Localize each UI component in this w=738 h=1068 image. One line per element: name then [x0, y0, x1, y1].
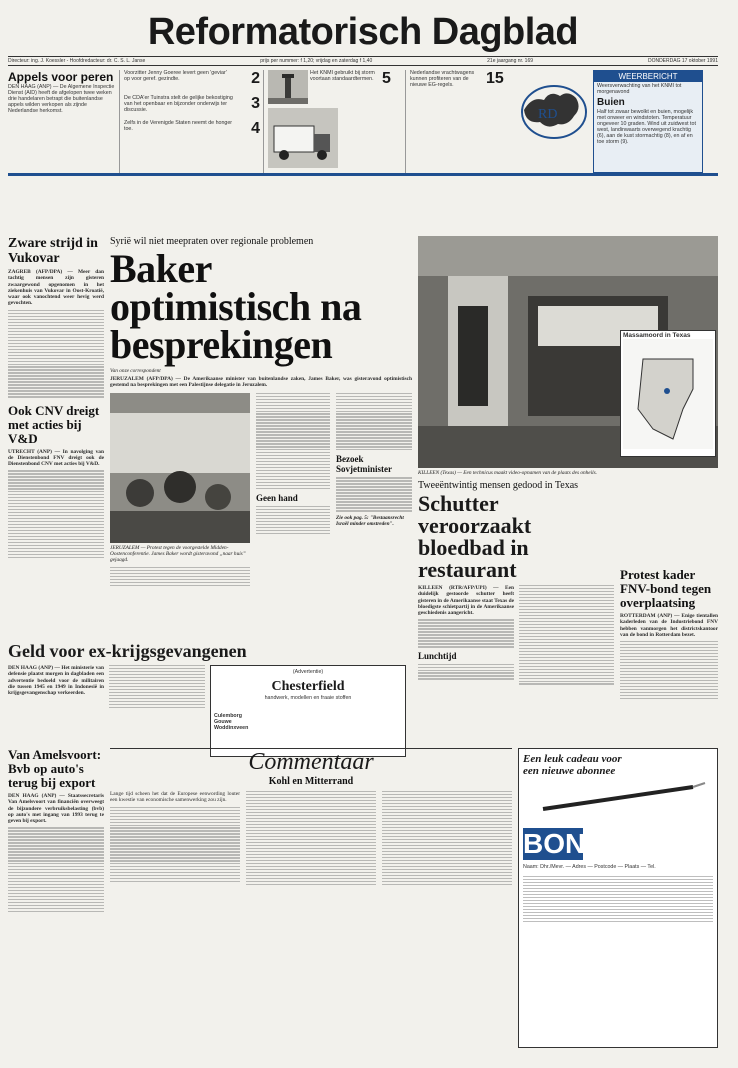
photo-tower: [268, 70, 308, 104]
main-body-col2b: [256, 506, 330, 534]
commentaar-section: [110, 748, 512, 885]
teaser-appels[interactable]: [8, 70, 120, 173]
teaser-text: Voorzitter Jenny Goeree levert geen 'geviar' op voor geref. gezindte.: [124, 70, 227, 82]
dateline: [8, 56, 718, 66]
body-cnv: [8, 470, 104, 558]
advertisement-chesterfield[interactable]: [210, 665, 406, 757]
body-vukovar: [8, 310, 104, 398]
date-line: DONDERDAG 17 oktober 1991: [647, 58, 718, 64]
main-headline[interactable]: Baker optimistisch na besprekingen: [110, 246, 362, 367]
left-column: [8, 236, 104, 558]
teaser-text: Nederlandse vrachtwagens kunnen profiteren van de nieuwe EG-regels.: [410, 70, 475, 88]
amelsvoort-body: [8, 827, 104, 912]
geld-story: [8, 640, 412, 757]
photo-truck: [268, 108, 338, 168]
main-lead: JERUZALEM (AFP/DPA) — De Amerikaanse minister van buitenlandse zaken, James Baker, was gisteravond optimistisch gestemd na besprekingen met een Palestijnse delegatie in Jeruzalem.: [110, 376, 412, 389]
ad-label: (Advertentie): [292, 669, 324, 675]
photo-protest-caption: JERUZALEM — Protest tegen de voorgestelde Midden-Oostenconferentie. James Baker wordt gisteravond „naar huis” gejaagd.: [110, 544, 246, 563]
main-body-col3b: [336, 477, 412, 511]
bon-form-lines[interactable]: [523, 876, 713, 922]
texas-overline: Tweeëntwintig mensen gedood in Texas: [418, 480, 579, 491]
texas-body-col2: [519, 585, 614, 685]
pen-illustration: [523, 779, 713, 819]
commentaar-body-col1: [110, 807, 240, 883]
map-texas: [620, 330, 716, 457]
teaser-trucks[interactable]: [410, 70, 510, 173]
page-number: 4: [251, 120, 260, 137]
lead-cnv: UTRECHT (ANP) — In navolging van de Dienstenbond FNV dreigt ook de Dienstenbond CNV met acties bij V&D.: [8, 448, 104, 468]
headline-vukovar[interactable]: Zware strijd in Vukovar: [8, 236, 98, 266]
main-subhead-sovjet: Bezoek Sovjetminister: [336, 454, 392, 475]
svg-text:RD: RD: [538, 107, 558, 122]
ad-shop-2: Gouwe: [214, 719, 232, 725]
weather-heading: WEERBERICHT: [594, 71, 702, 82]
page-number: 15: [486, 70, 504, 87]
texas-body-col1b: [418, 664, 514, 680]
main-body-col3: [336, 393, 412, 451]
teaser-bar: [8, 70, 718, 176]
teaser-appels-title: Appels voor peren: [8, 70, 114, 84]
bon-label: BON: [523, 828, 586, 859]
teaser-appels-text: DEN HAAG (ANP) — De Algemene Inspectie Dienst (AID) heeft de afgelopen twee weken drie handelaren betrapt die buitenlandse appels wilden verkopen als zijnde Nederlandse herkomst.: [8, 84, 115, 114]
texas-body-col1: [418, 619, 514, 647]
main-overline: Syrië wil niet meepraten over regionale problemen: [110, 236, 314, 247]
photo-texas-caption: KILLEEN (Texas) — Een technicus maakt video-opnamen van de plaats des onheils.: [418, 470, 597, 476]
subscription-ad[interactable]: [518, 748, 718, 1048]
main-byline: Van onze correspondent: [110, 368, 161, 374]
ad-brand: Chesterfield: [271, 679, 345, 694]
world-map-logo: [514, 70, 589, 173]
teaser-list: [124, 70, 264, 173]
geld-lead: DEN HAAG (ANP) — Het ministerie van defensie plaatst morgen in dagbladen een advertentie bedoeld voor de militairen die tussen 1945 en 1949 in Indonesië in krijgsgevangenschap verkeerden.: [8, 665, 104, 697]
commentaar-heading: Commentaar: [248, 749, 374, 775]
fnv-body: [620, 641, 718, 699]
commentaar-body-col3: [382, 791, 512, 885]
main-story: [110, 236, 412, 586]
teaser-text: Zelfs in de Verenigde Staten neemt de honger toe.: [124, 120, 233, 132]
geld-body: [109, 665, 205, 757]
teaser-item[interactable]: [124, 95, 260, 117]
page-number: 3: [251, 95, 260, 112]
weather-title: Buien: [597, 97, 625, 108]
amelsvoort-headline[interactable]: Van Amelsvoort: Bvb op auto's terug bij export: [8, 747, 102, 790]
teaser-item[interactable]: [124, 120, 260, 142]
teaser-knmi[interactable]: [268, 70, 406, 173]
main-subhead-hand: Geen hand: [256, 493, 298, 504]
bon-form-fields: Naam: Dhr./Mevr. — Adres — Postcode — Plaats — Tel.: [523, 864, 656, 870]
weather-subheading: Weersverwachting van het KNMI tot morgenavond: [597, 83, 682, 95]
teaser-text: De CDA'er Tuinstra stelt de gelijke bekostiging van het openbaar en bijzonder onderwijs ter discussie.: [124, 95, 233, 113]
geld-headline[interactable]: Geld voor ex-krijgsgevangenen: [8, 641, 247, 661]
masthead: Reformatorisch Dagblad: [147, 11, 579, 53]
fnv-story: [620, 568, 718, 699]
photo-protest: [110, 393, 250, 543]
main-page-ref[interactable]: Zie ook pag. 5: "Bestaansrecht Israël minder omstreden".: [336, 514, 404, 527]
texas-lead: KILLEEN (RTR/AFP/UPI) — Een duidelijk gestoorde schutter heeft gisteren in de Amerikaanse staat Texas de bloedigste schietpartij in de Amerikaanse geschiedenis aangericht.: [418, 585, 514, 617]
subscription-ad-label: Een leuk cadeau voor een nieuwe abonnee: [523, 753, 622, 777]
fnv-lead: ROTTERDAM (ANP) — Enige tientallen kaderleden van de Industriebond FNV hebben vanmorgen het districtskantoor van de bond in Rotterdam bezet.: [620, 613, 718, 638]
volume-line: 21e jaargang nr. 169: [487, 58, 534, 64]
editor-line: Directeur: ing. J. Koessler - Hoofdredacteur: dr. C. S. L. Janse: [8, 58, 146, 64]
teaser-text: Het KNMI gebruikt bij storm voortaan standaardtermen.: [310, 70, 375, 82]
page-number: 2: [251, 70, 260, 87]
amelsvoort-story: [8, 748, 104, 912]
headline-cnv[interactable]: Ook CNV dreigt met acties bij V&D: [8, 402, 100, 446]
texas-headline[interactable]: Schutter veroorzaakt bloedbad in restaurant: [418, 491, 532, 582]
texas-subhead: Lunchtijd: [418, 650, 457, 661]
map-title: Massamoord in Texas: [623, 332, 691, 339]
weather-text: Half tot zwaar bewolkt en buien, mogelijk met onweer en windstoten. Temperatuur ongeveer 10 graden. Wind uit zuidwest tot west, landinwaarts overwegend krachtig (6), aan de kust stormachtig (8), en af en toe storm (9).: [597, 109, 696, 145]
ad-tagline: handwerk, modellen en fraaie stoffen: [264, 695, 352, 701]
price-line: prijs per nummer: f 1,20; vrijdag en zaterdag f 1,40: [260, 58, 373, 64]
ad-shop-3: Woddinxveen: [214, 725, 249, 731]
page-number: 5: [382, 70, 391, 87]
commentaar-body-col2: [246, 791, 376, 885]
commentaar-text: Lange tijd scheen het dat de Europese eenwording louter een kwestie van economische samenwerking zou zijn.: [110, 791, 240, 804]
ad-shop-1: Culemborg: [214, 713, 242, 719]
teaser-item[interactable]: [124, 70, 260, 92]
fnv-headline[interactable]: Protest kader FNV-bond tegen overplaatsing: [620, 567, 712, 610]
weather-box: [593, 70, 703, 173]
texas-story: [418, 470, 614, 685]
main-body-col2: [256, 393, 330, 490]
amelsvoort-lead: DEN HAAG (ANP) — Staatssecretaris Van Amelsvoort van financiën overweegt de bijzondere verbruiksbelasting (bvb) op auto's met ingang van 1993 terug te geven bij export.: [8, 793, 104, 825]
lead-vukovar: ZAGREB (AFP/DPA) — Meer dan tachtig mensen zijn gisteren zwaargewond opgenomen in het ziekenhuis van Vukovar in Oost-Kroatië, waar ook vanochtend weer hevig werd gevochten.: [8, 269, 104, 307]
commentaar-title[interactable]: Kohl en Mitterrand: [268, 776, 354, 787]
main-body-col1: [110, 567, 250, 586]
